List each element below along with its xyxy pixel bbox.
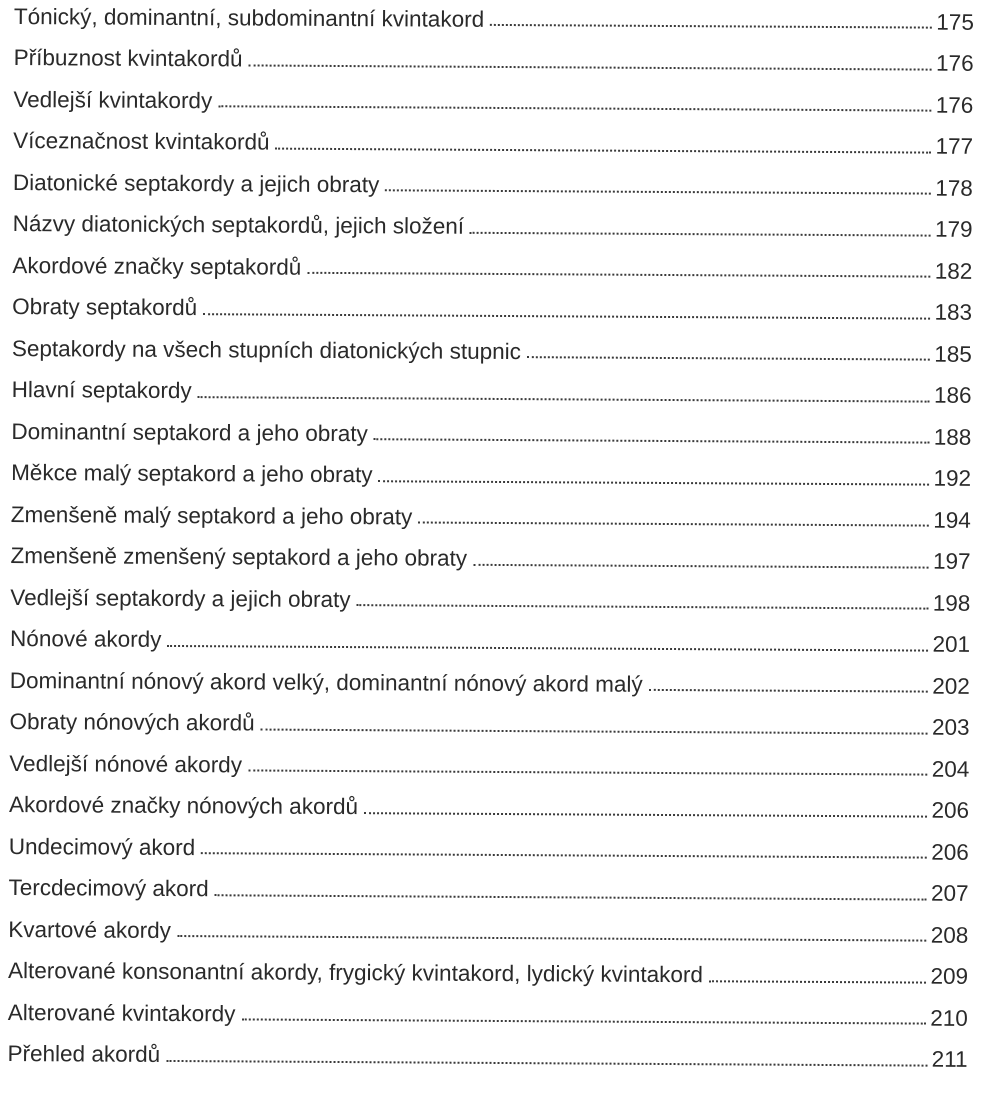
toc-entry-24 bbox=[8, 947, 968, 994]
toc-entry-13 bbox=[11, 490, 971, 537]
entry-page-number: 201 bbox=[932, 631, 971, 657]
entry-title: Hlavní septakordy bbox=[11, 376, 192, 404]
entry-title: Názvy diatonických septakordů, jejich složení bbox=[12, 210, 465, 239]
entry-title: Tónický, dominantní, subdominantní kvintakord bbox=[13, 3, 485, 32]
dot-leader bbox=[364, 812, 928, 817]
dot-leader bbox=[166, 1059, 928, 1066]
entry-page-number: 203 bbox=[931, 714, 970, 740]
dot-leader bbox=[649, 689, 929, 693]
entry-page-number: 206 bbox=[931, 839, 969, 865]
toc-entry-22 bbox=[8, 864, 968, 911]
entry-page-number: 206 bbox=[931, 797, 970, 823]
entry-page-number: 177 bbox=[935, 133, 974, 159]
toc-entry-3 bbox=[13, 75, 973, 122]
dot-leader bbox=[490, 24, 932, 29]
entry-page-number: 186 bbox=[933, 382, 972, 408]
dot-leader bbox=[275, 147, 931, 153]
dot-leader bbox=[198, 396, 930, 402]
dot-leader bbox=[167, 644, 928, 651]
entry-title: Akordové značky septakordů bbox=[12, 252, 302, 280]
entry-page-number: 175 bbox=[936, 9, 974, 35]
table-of-contents bbox=[7, 0, 974, 1077]
dot-leader bbox=[215, 894, 927, 900]
entry-page-number: 209 bbox=[930, 963, 969, 989]
toc-entry-26 bbox=[7, 1030, 967, 1077]
entry-title: Vedlejší septakordy a jejich obraty bbox=[10, 584, 351, 612]
toc-entry-6 bbox=[13, 200, 973, 247]
entry-title: Příbuznost kvintakordů bbox=[13, 44, 243, 72]
entry-title: Obraty septakordů bbox=[12, 293, 198, 321]
toc-entry-9 bbox=[12, 324, 972, 371]
entry-title: Víceznačnost kvintakordů bbox=[13, 127, 270, 155]
dot-leader bbox=[201, 852, 927, 858]
dot-leader bbox=[470, 231, 931, 236]
entry-page-number: 197 bbox=[932, 548, 971, 574]
toc-entry-2 bbox=[14, 34, 974, 81]
toc-entry-8 bbox=[12, 283, 972, 330]
entry-page-number: 185 bbox=[934, 341, 972, 367]
entry-page-number: 176 bbox=[936, 50, 974, 76]
entry-page-number: 211 bbox=[931, 1046, 968, 1072]
dot-leader bbox=[385, 189, 931, 194]
entry-title: Vedlejší nónové akordy bbox=[9, 750, 243, 777]
entry-page-number: 204 bbox=[931, 756, 970, 782]
entry-page-number: 178 bbox=[935, 175, 973, 201]
toc-entry-23 bbox=[8, 905, 968, 952]
entry-page-number: 194 bbox=[933, 507, 971, 533]
dot-leader bbox=[527, 356, 930, 360]
entry-title: Dominantní nónový akord velký, dominantní nónový akord malý bbox=[9, 667, 643, 697]
toc-entry-4 bbox=[13, 117, 973, 164]
toc-entry-20 bbox=[9, 781, 969, 828]
dot-leader bbox=[241, 1018, 926, 1024]
entry-title: Undecimový akord bbox=[8, 833, 196, 860]
entry-title: Alterované kvintakordy bbox=[7, 999, 236, 1026]
toc-entry-1 bbox=[14, 0, 974, 40]
entry-title: Septakordy na všech stupních diatonických stupnic bbox=[11, 335, 521, 364]
toc-entry-11 bbox=[11, 407, 971, 454]
dot-leader bbox=[248, 64, 932, 70]
entry-page-number: 179 bbox=[934, 216, 973, 242]
dot-leader bbox=[418, 521, 929, 526]
entry-page-number: 192 bbox=[933, 465, 972, 491]
dot-leader bbox=[709, 980, 927, 983]
entry-title: Zmenšeně zmenšený septakord a jeho obraty bbox=[10, 542, 468, 571]
dot-leader bbox=[177, 935, 927, 942]
dot-leader bbox=[203, 313, 930, 319]
entry-title: Zmenšeně malý septakord a jeho obraty bbox=[10, 501, 413, 529]
entry-page-number: 210 bbox=[930, 1005, 968, 1031]
dot-leader bbox=[307, 272, 931, 278]
entry-page-number: 208 bbox=[930, 922, 969, 948]
entry-title: Dominantní septakord a jeho obraty bbox=[11, 418, 368, 446]
dot-leader bbox=[357, 604, 929, 609]
dot-leader bbox=[218, 105, 932, 111]
entry-page-number: 176 bbox=[935, 92, 974, 118]
dot-leader bbox=[374, 438, 930, 443]
entry-title: Kvartové akordy bbox=[8, 916, 171, 943]
toc-entry-21 bbox=[9, 822, 969, 869]
entry-title: Akordové značky nónových akordů bbox=[9, 791, 359, 820]
toc-entry-18 bbox=[9, 698, 969, 745]
entry-title: Tercdecimový akord bbox=[8, 874, 209, 902]
toc-entry-15 bbox=[10, 573, 970, 620]
dot-leader bbox=[261, 728, 928, 734]
entry-title: Měkce malý septakord a jeho obraty bbox=[11, 459, 373, 488]
entry-page-number: 182 bbox=[934, 258, 973, 284]
toc-entry-16 bbox=[10, 615, 970, 662]
toc-entry-19 bbox=[9, 739, 969, 786]
entry-page-number: 188 bbox=[933, 424, 972, 450]
dot-leader bbox=[473, 563, 929, 568]
toc-entry-5 bbox=[13, 158, 973, 205]
entry-page-number: 198 bbox=[932, 590, 971, 616]
entry-title: Přehled akordů bbox=[7, 1040, 161, 1067]
entry-page-number: 183 bbox=[934, 299, 973, 325]
dot-leader bbox=[379, 480, 930, 485]
entry-title: Diatonické septakordy a jejich obraty bbox=[12, 169, 380, 197]
toc-entry-7 bbox=[12, 241, 972, 288]
toc-entry-25 bbox=[8, 988, 968, 1035]
toc-entry-17 bbox=[10, 656, 970, 703]
toc-entry-10 bbox=[12, 366, 972, 413]
entry-title: Nónové akordy bbox=[10, 625, 162, 652]
entry-title: Obraty nónových akordů bbox=[9, 708, 255, 736]
toc-entry-12 bbox=[11, 449, 971, 496]
entry-title: Vedlejší kvintakordy bbox=[13, 86, 213, 113]
dot-leader bbox=[248, 769, 928, 775]
entry-page-number: 207 bbox=[930, 880, 969, 906]
toc-entry-14 bbox=[10, 532, 970, 579]
entry-title: Alterované konsonantní akordy, frygický kvintakord, lydický kvintakord bbox=[7, 957, 704, 988]
entry-page-number: 202 bbox=[932, 673, 970, 699]
